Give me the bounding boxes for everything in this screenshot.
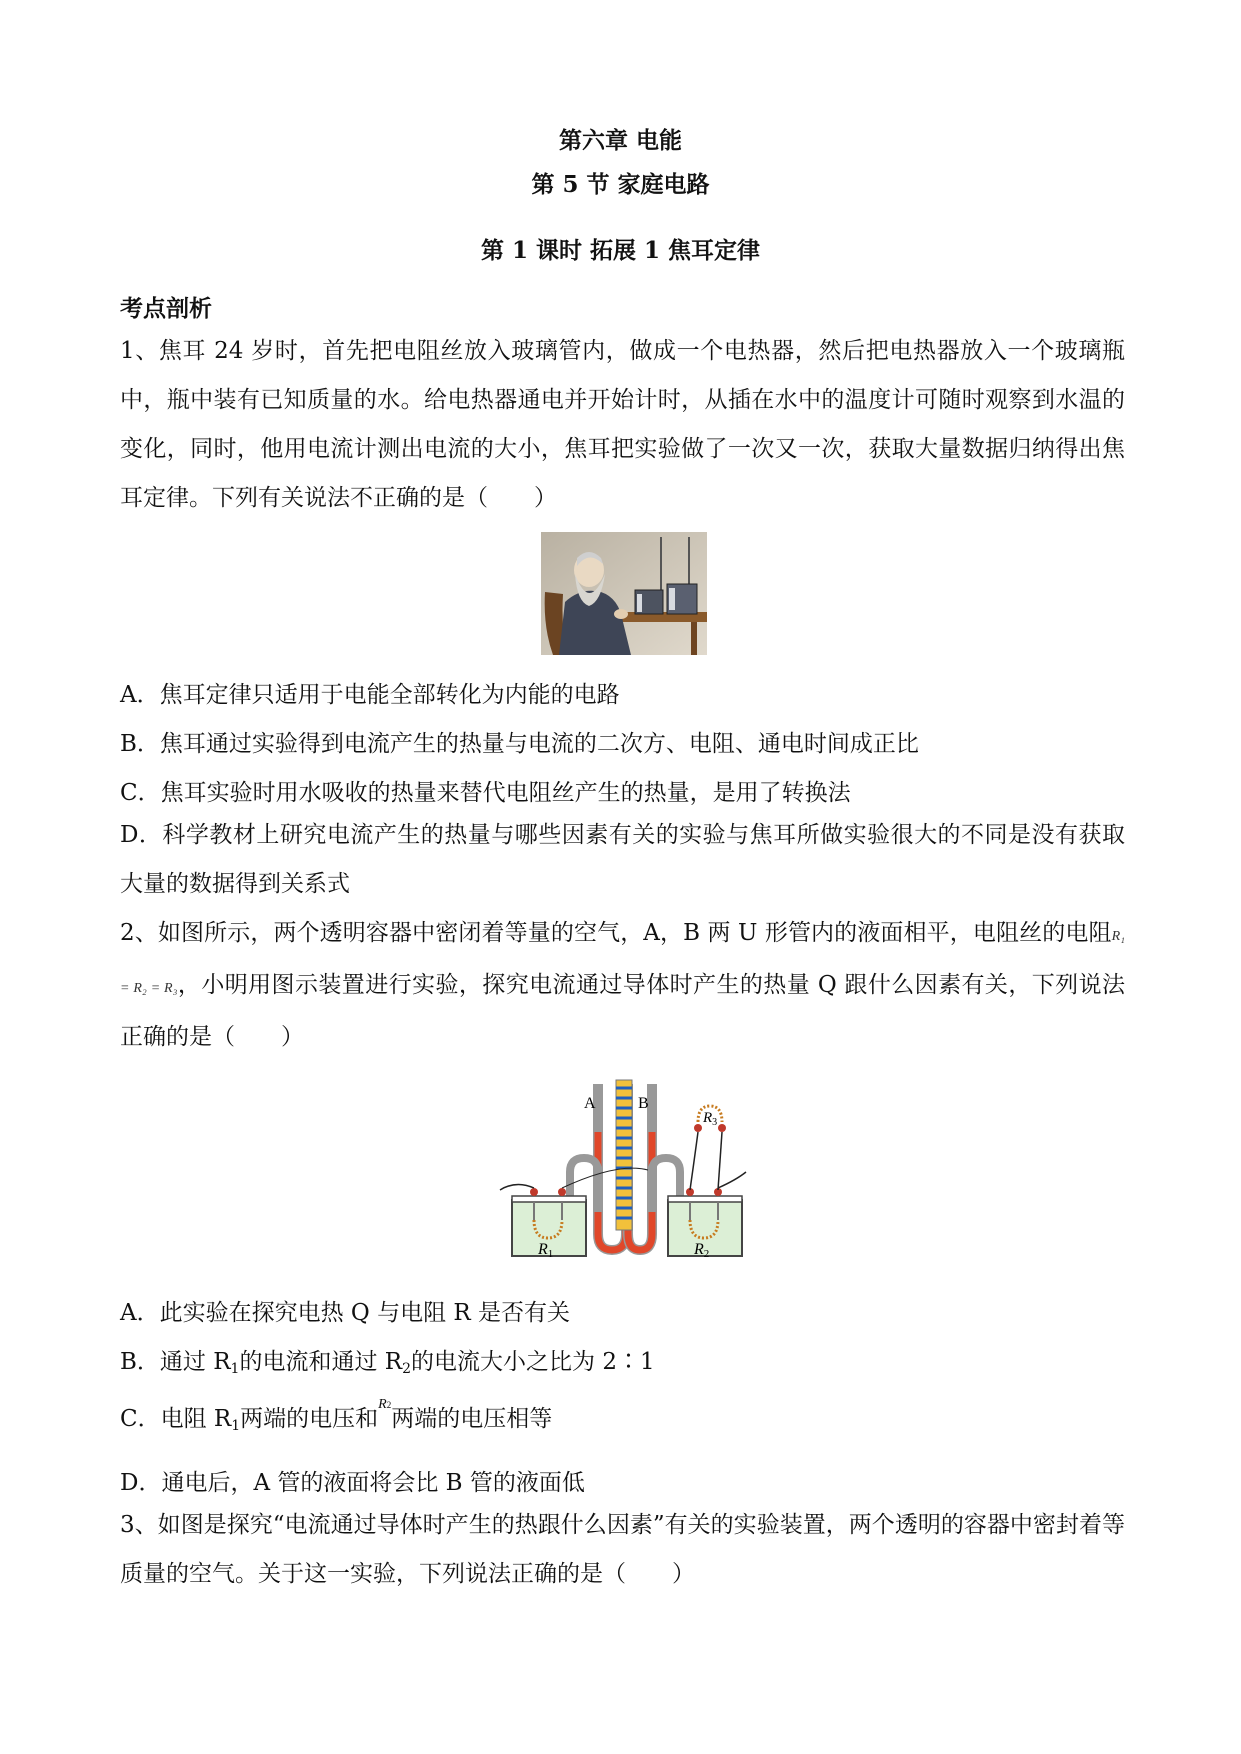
q2-stem-pre: 2、如图所示，两个透明容器中密闭着等量的空气，A，B 两 U 形管内的液面相平，电阻丝的电阻: [120, 920, 1112, 946]
label-b: B: [638, 1095, 649, 1112]
q1-option-d: D．科学教材上研究电流产生的热量与哪些因素有关的实验与焦耳所做实验很大的不同是没有获取大量的数据得到关系式: [120, 822, 1125, 897]
joule-portrait-figure: [541, 532, 707, 655]
q1-stem: 1、焦耳 24 岁时，首先把电阻丝放入玻璃管内，做成一个电热器，然后把电热器放入一个玻璃瓶中，瓶中装有已知质量的水。给电热器通电并开始计时，从插在水中的温度计可随时观察到水温的变化，同时，他用电流计测出电流的大小，焦耳把实验做了一次又一次，获取大量数据归纳得出焦耳定律。下列有关说法不正确的是（ ）: [120, 338, 1125, 511]
q2-stem-post: ，小明用图示装置进行实验，探究电流通过导体时产生的热量 Q 跟什么因素有关，下列说法正确的是（ ）: [120, 972, 1125, 1050]
chapter-title: 第六章 电能: [558, 127, 682, 154]
q2-apparatus-figure: [498, 1072, 748, 1258]
label-r3: $R_3$: [703, 1110, 718, 1128]
label-r2: R2: [694, 1241, 710, 1258]
q2-stem: [120, 909, 1125, 1062]
label-a: A: [584, 1095, 596, 1112]
q1-option-a: A．焦耳定律只适用于电能全部转化为内能的电路: [120, 682, 620, 708]
section-label: 考点剖析: [120, 295, 212, 322]
q1-option-b: B．焦耳通过实验得到电流产生的热量与电流的二次方、电阻、通电时间成正比: [120, 731, 919, 757]
q2-stem-formula: R₁ = R₂ = R₃: [120, 929, 1125, 996]
section-title: 第 5 节 家庭电路: [531, 171, 710, 198]
q2-option-b: B．通过 $R_1$的电流和通过 $R_2$的电流大小之比为 2∶1: [120, 1349, 655, 1377]
q2-option-a: A．此实验在探究电热 Q 与电阻 R 是否有关: [120, 1300, 571, 1326]
lesson-title: 第 1 课时 拓展 1 焦耳定律: [480, 237, 761, 264]
q1-option-c: C．焦耳实验时用水吸收的热量来替代电阻丝产生的热量，是用了转换法: [120, 780, 851, 806]
label-r1: R1: [538, 1241, 554, 1258]
q2-option-c: C．电阻 $R_1$两端的电压和R2两端的电压相等: [120, 1397, 553, 1434]
q2-option-d: D．通电后，A 管的液面将会比 B 管的液面低: [120, 1470, 585, 1496]
q3-stem: 3、如图是探究“电流通过导体时产生的热跟什么因素”有关的实验装置，两个透明的容器中密封着等质量的空气。关于这一实验，下列说法正确的是（ ）: [120, 1512, 1125, 1587]
q2-option-c-r2: R2: [378, 1397, 392, 1412]
